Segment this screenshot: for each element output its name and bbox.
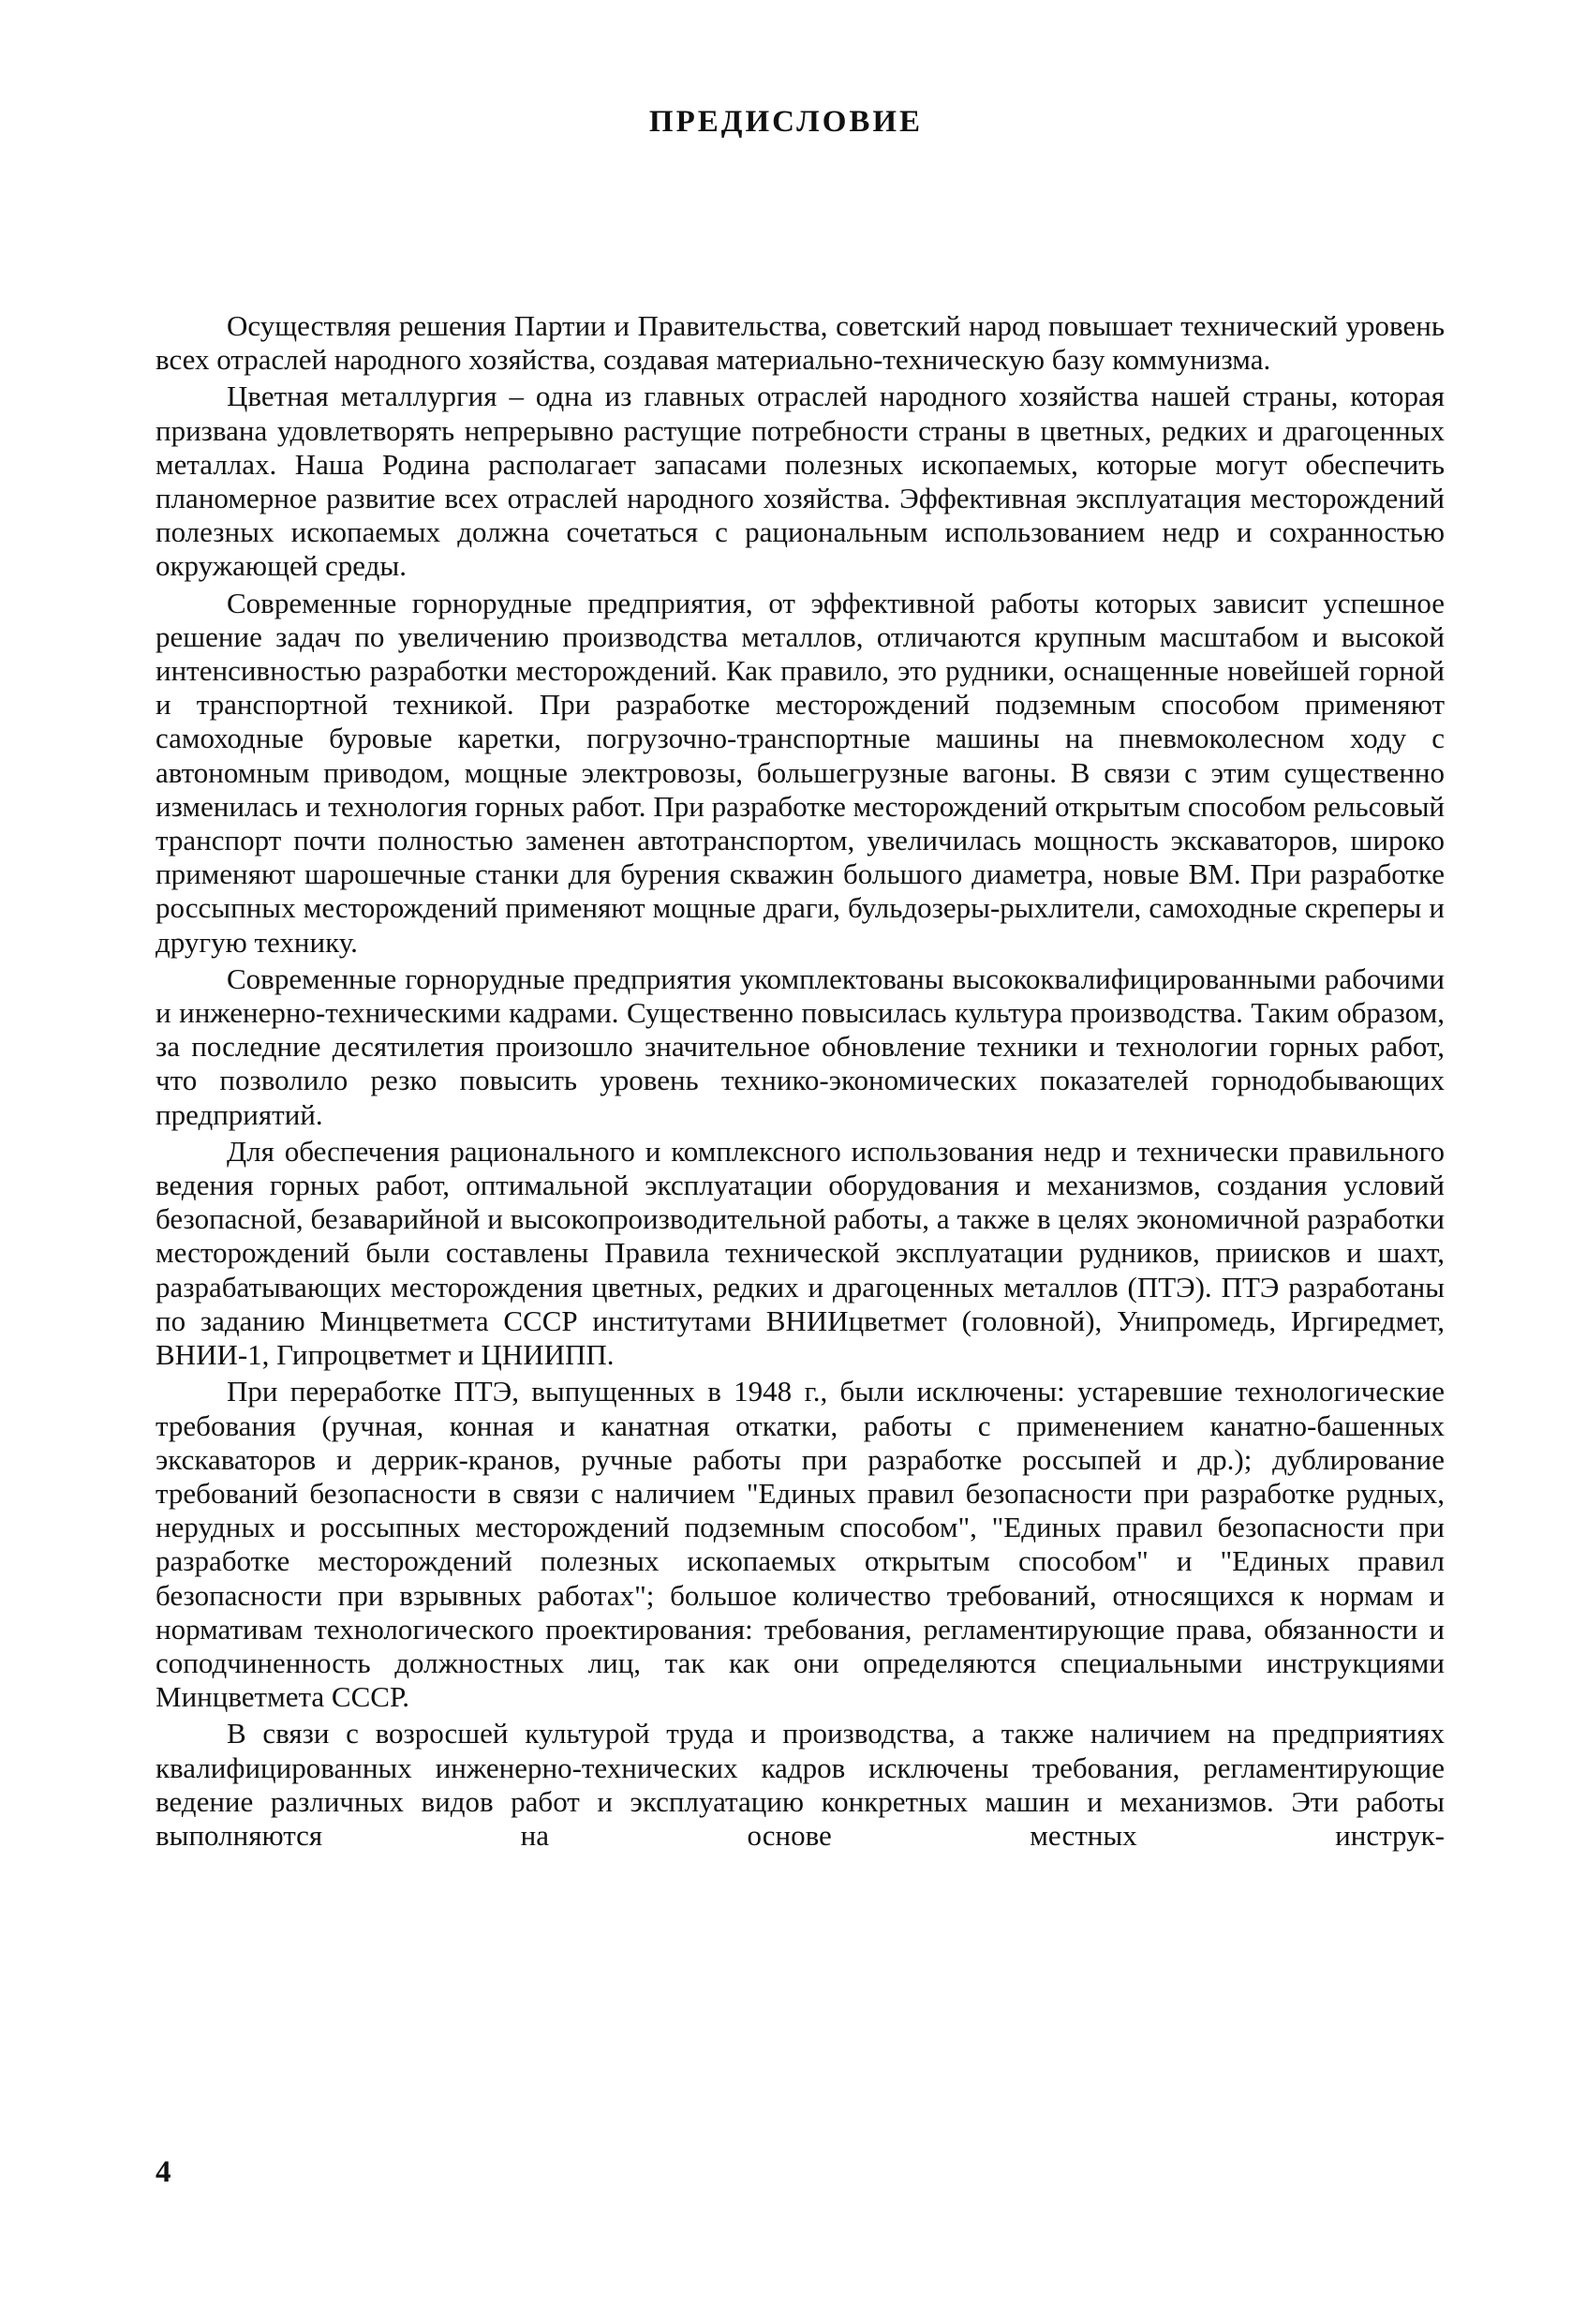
paragraph-3: Современные горнорудные предприятия, от эффективной работы которых зависит успешное решение задач по увеличению производства металлов, отличаются крупным масштабом и высокой интенсивностью разработки месторождений. Как правило, это рудники, оснащенные новейшей горной и транспортной техникой. При разработке месторождений подземным способом применяют самоходные буровые каретки, погрузочно-транспортные машины на пневмоколесном ходу с автономным приводом, мощные электровозы, большегрузные вагоны. В связи с этим существенно изменилась и технология горных работ. При разработке месторождений открытым способом рельсовый транспорт почти полностью заменен автотранспортом, увеличилась мощность экскаваторов, широко применяют шарошечные станки для бурения скважин большого диаметра, новые ВМ. При разработке россыпных месторождений применяют мощные драги, бульдозеры-рыхлители, самоходные скреперы и другую технику. <box>156 586 1445 959</box>
paragraph-7: В связи с возросшей культурой труда и производства, а также наличием на предприятиях квалифицированных инженерно-технических кадров исключены требования, регламентирующие ведение различных видов работ и эксплуатацию конкретных машин и механизмов. Эти работы выполняются на основе местных инструк- <box>156 1717 1445 1852</box>
paragraph-1: Осуществляя решения Партии и Правительства, советский народ повышает технический уровень всех отраслей народного хозяйства, создавая материально-техническую базу коммунизма. <box>156 309 1445 377</box>
paragraph-6: При переработке ПТЭ, выпущенных в 1948 г., были исключены: устаревшие технологические требования (ручная, конная и канатная откатки, работы с применением канатно-башенных экскаваторов и деррик-кранов, ручные работы при разработке россыпей и др.); дублирование требований безопасности в связи с наличием "Единых правил безопасности при разработке рудных, нерудных и россыпных месторождений подземным способом", "Единых правил безопасности при разработке месторождений полезных ископаемых открытым способом" и "Единых правил безопасности при взрывных работах"; большое количество требований, относящихся к нормам и нормативам технологического проектирования: требования, регламентирующие права, обязанности и соподчиненность должностных лиц, так как они определяются специальными инструкциями Минцветмета СССР. <box>156 1375 1445 1714</box>
paragraph-4: Современные горнорудные предприятия укомплектованы высококвалифицированными рабочими и инженерно-техническими кадрами. Существенно повысилась культура производства. Таким образом, за последние десятилетия произошло значительное обновление техники и технологии горных работ, что позволило резко повысить уровень технико-экономических показателей горнодобывающих предприятий. <box>156 961 1445 1131</box>
body-text <box>156 309 1445 1853</box>
paragraph-5: Для обеспечения рационального и комплексного использования недр и технически правильного ведения горных работ, оптимальной эксплуатации оборудования и механизмов, создания условий безопасной, безаварийной и высокопроизводительной работы, а также в целях экономичной разработки месторождений были составлены Правила технической эксплуатации рудников, приисков и шахт, разрабатывающих месторождения цветных, редких и драгоценных металлов (ПТЭ). ПТЭ разработаны по заданию Минцветмета СССР институтами ВНИИцветмет (головной), Унипромедь, Иргиредмет, ВНИИ-1, Гипроцветмет и ЦНИИПП. <box>156 1134 1445 1372</box>
page-title: ПРЕДИСЛОВИЕ <box>648 105 924 139</box>
paragraph-2: Цветная металлургия – одна из главных отраслей народного хозяйства нашей страны, которая призвана удовлетворять непрерывно растущие потребности страны в цветных, редких и драгоценных металлах. Наша Родина располагает запасами полезных ископаемых, которые могут обеспечить планомерное развитие всех отраслей народного хозяйства. Эффективная эксплуатация месторождений полезных ископаемых должна сочетаться с рациональным использованием недр и сохранностью окружающей среды. <box>156 380 1445 583</box>
page-number: 4 <box>156 2155 171 2189</box>
